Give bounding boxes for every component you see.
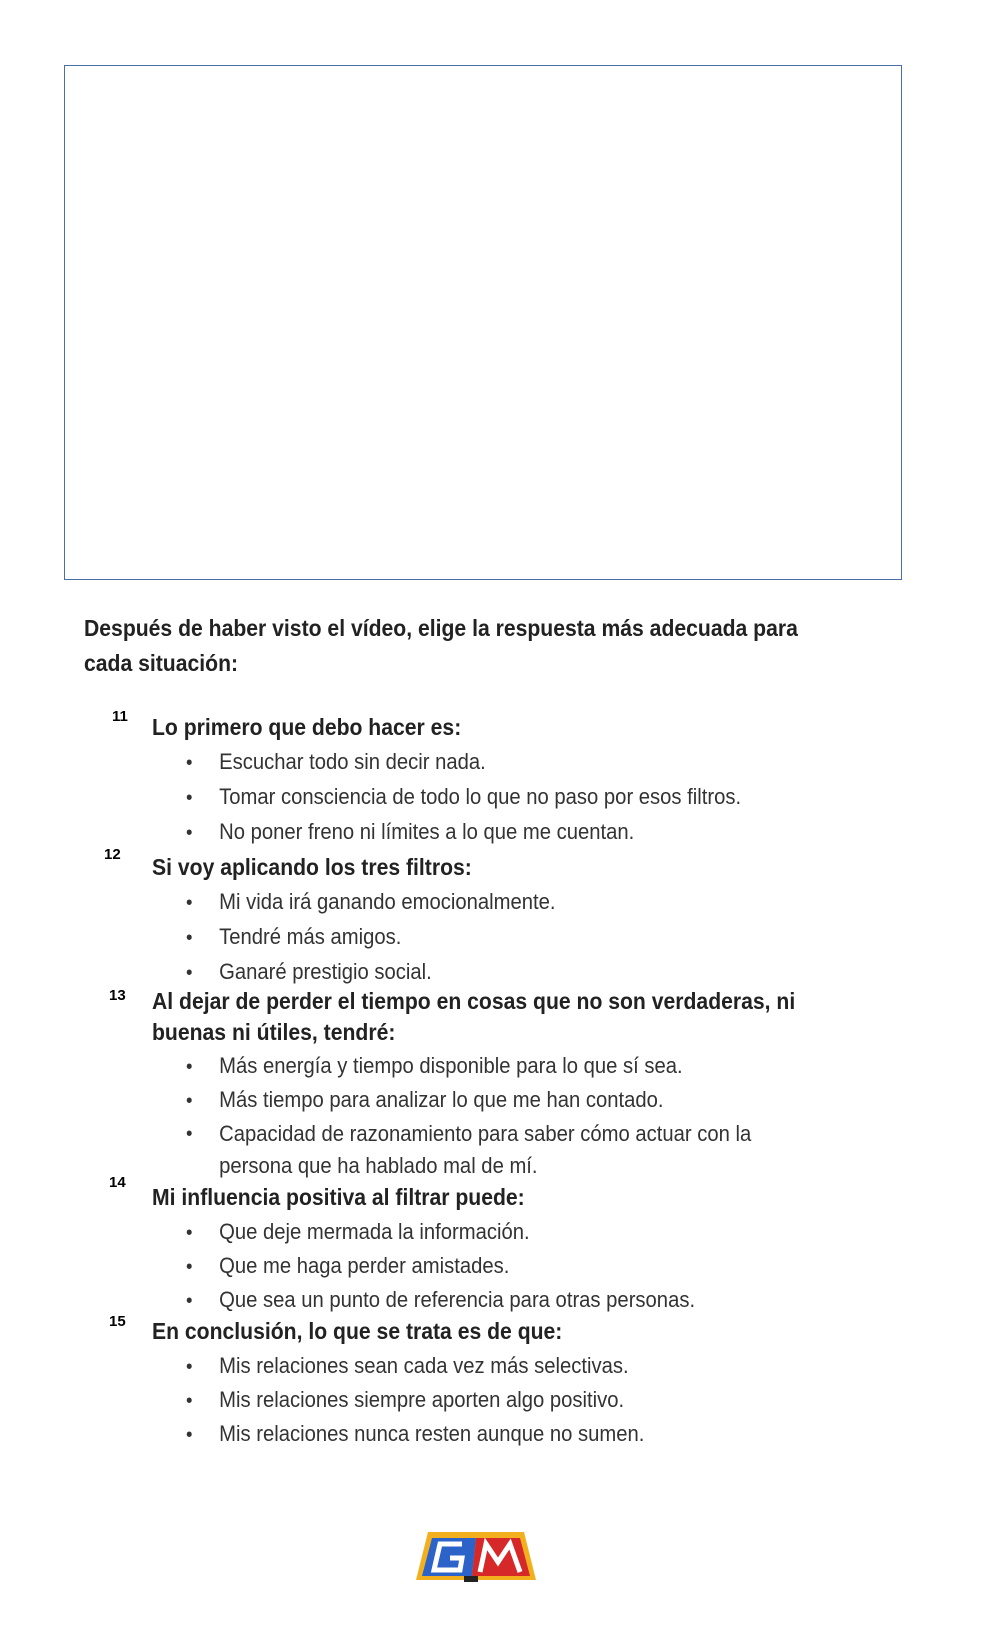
bullet-icon: • xyxy=(186,1090,193,1112)
question-text: Mi influencia positiva al filtrar puede: xyxy=(152,1184,525,1210)
bullet-icon: • xyxy=(186,927,193,949)
bullet-icon: • xyxy=(186,1056,193,1078)
option-label: Más tiempo para analizar lo que me han contado. xyxy=(219,1087,664,1112)
instructions-text: Después de haber visto el vídeo, elige la respuesta más adecuada para cada situación: xyxy=(84,615,798,676)
answer-option[interactable] xyxy=(186,1084,830,1117)
answer-option[interactable] xyxy=(186,816,830,849)
answer-option[interactable] xyxy=(186,1384,830,1417)
video-placeholder[interactable] xyxy=(64,65,902,580)
answer-option[interactable] xyxy=(186,886,830,919)
option-label: Que sea un punto de referencia para otras personas. xyxy=(219,1287,696,1312)
answer-option[interactable] xyxy=(186,746,830,779)
bullet-icon: • xyxy=(186,1123,193,1145)
question-number: 14 xyxy=(109,1174,126,1191)
option-label: No poner freno ni límites a lo que me cuentan. xyxy=(219,819,635,844)
bullet-icon: • xyxy=(186,1390,193,1412)
option-label: Mis relaciones nunca resten aunque no sumen. xyxy=(219,1421,645,1446)
gm-logo xyxy=(414,1530,538,1584)
option-label: Que me haga perder amistades. xyxy=(219,1253,510,1278)
answer-option[interactable] xyxy=(186,1418,830,1451)
option-label: Que deje mermada la información. xyxy=(219,1219,530,1244)
bullet-icon: • xyxy=(186,1356,193,1378)
option-label: Mis relaciones sean cada vez más selectivas. xyxy=(219,1353,629,1378)
question-number: 13 xyxy=(109,987,126,1004)
bullet-icon: • xyxy=(186,1256,193,1278)
question-text: Si voy aplicando los tres filtros: xyxy=(152,854,472,880)
bullet-icon: • xyxy=(186,1290,193,1312)
question-number: 15 xyxy=(109,1313,126,1330)
question-text: Al dejar de perder el tiempo en cosas que no son verdaderas, ni buenas ni útiles, tendré: xyxy=(152,988,796,1045)
answer-option[interactable] xyxy=(186,1250,830,1283)
question-text: Lo primero que debo hacer es: xyxy=(152,714,462,740)
bullet-icon: • xyxy=(186,787,193,809)
answer-option[interactable] xyxy=(186,1050,830,1083)
option-label: Mis relaciones siempre aporten algo positivo. xyxy=(219,1387,625,1412)
bullet-icon: • xyxy=(186,892,193,914)
option-label: Más energía y tiempo disponible para lo que sí sea. xyxy=(219,1053,683,1078)
option-label: Tomar consciencia de todo lo que no paso por esos filtros. xyxy=(219,784,742,809)
bullet-icon: • xyxy=(186,1222,193,1244)
question-number: 11 xyxy=(112,708,128,725)
answer-option[interactable] xyxy=(186,1350,830,1383)
answer-option[interactable] xyxy=(186,781,830,814)
bullet-icon: • xyxy=(186,752,193,774)
question-number: 12 xyxy=(104,846,121,863)
answer-option[interactable] xyxy=(186,956,830,989)
bullet-icon: • xyxy=(186,962,193,984)
bullet-icon: • xyxy=(186,822,193,844)
answer-option[interactable] xyxy=(186,1284,830,1317)
option-label: Escuchar todo sin decir nada. xyxy=(219,749,486,774)
question-text: En conclusión, lo que se trata es de que: xyxy=(152,1318,563,1344)
answer-option[interactable] xyxy=(186,1216,830,1249)
logo-base xyxy=(464,1576,478,1582)
answer-option[interactable] xyxy=(186,921,830,954)
bullet-icon: • xyxy=(186,1424,193,1446)
option-label: Ganaré prestigio social. xyxy=(219,959,432,984)
option-label: Capacidad de razonamiento para saber cómo actuar con la persona que ha hablado mal de mí. xyxy=(219,1121,752,1178)
option-label: Mi vida irá ganando emocionalmente. xyxy=(219,889,556,914)
answer-option[interactable] xyxy=(186,1118,812,1182)
option-label: Tendré más amigos. xyxy=(219,924,402,949)
